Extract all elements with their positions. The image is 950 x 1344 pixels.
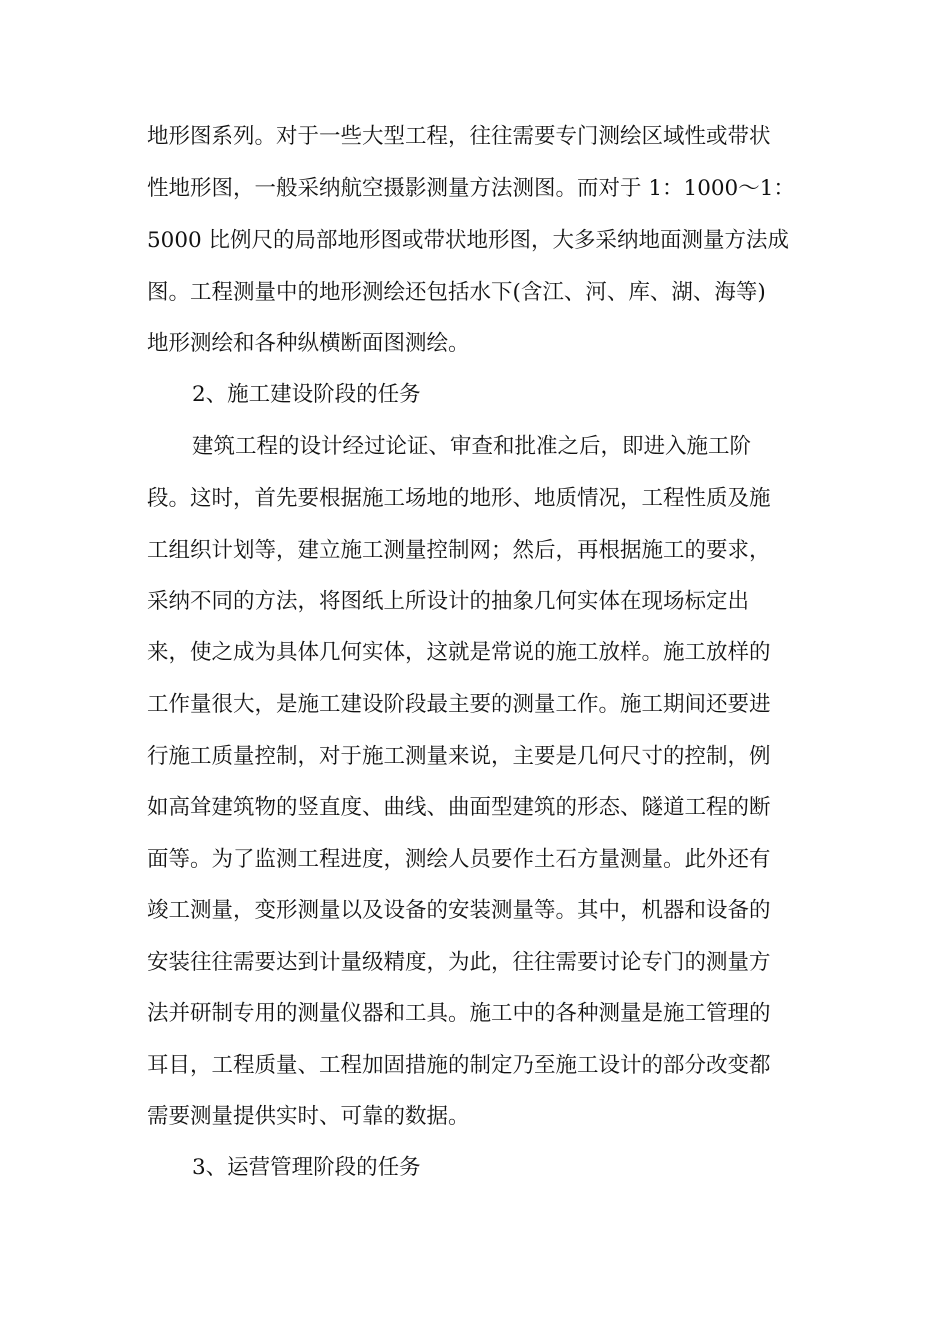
text-line: 面等。为了监测工程进度，测绘人员要作土石方量测量。此外还有 — [147, 847, 771, 872]
text-line: 5000 比例尺的局部地形图或带状地形图，大多采纳地面测量方法成 — [147, 228, 790, 253]
text-line: 建筑工程的设计经过论证、审查和批准之后，即进入施工阶 — [192, 434, 752, 459]
text-line: 采纳不同的方法，将图纸上所设计的抽象几何实体在现场标定出 — [147, 589, 750, 614]
text-line: 工组织计划等，建立施工测量控制网；然后，再根据施工的要求， — [147, 538, 771, 563]
text-line: 需要测量提供实时、可靠的数据。 — [147, 1104, 470, 1129]
text-line: 地形测绘和各种纵横断面图测绘。 — [147, 331, 470, 356]
text-line: 工作量很大，是施工建设阶段最主要的测量工作。施工期间还要进 — [147, 692, 771, 717]
section-heading: 3、运营管理阶段的任务 — [192, 1155, 421, 1180]
text-line: 如高耸建筑物的竖直度、曲线、曲面型建筑的形态、隧道工程的断 — [147, 795, 771, 820]
text-line: 法并研制专用的测量仪器和工具。施工中的各种测量是施工管理的 — [147, 1001, 771, 1026]
text-line: 竣工测量，变形测量以及设备的安装测量等。其中，机器和设备的 — [147, 898, 771, 923]
section-heading: 2、施工建设阶段的任务 — [192, 382, 421, 407]
text-line: 性地形图，一般采纳航空摄影测量方法测图。而对于 1：1000～1： — [147, 176, 795, 201]
text-line: 行施工质量控制，对于施工测量来说，主要是几何尺寸的控制，例 — [147, 744, 771, 769]
text-line: 图。工程测量中的地形测绘还包括水下(含江、河、库、湖、海等) — [147, 280, 766, 305]
text-line: 安装往往需要达到计量级精度，为此，往往需要讨论专门的测量方 — [147, 950, 771, 975]
text-line: 段。这时，首先要根据施工场地的地形、地质情况，工程性质及施 — [147, 486, 771, 511]
text-line: 地形图系列。对于一些大型工程，往往需要专门测绘区域性或带状 — [147, 124, 771, 149]
text-line: 耳目，工程质量、工程加固措施的制定乃至施工设计的部分改变都 — [147, 1053, 771, 1078]
text-line: 来，使之成为具体几何实体，这就是常说的施工放样。施工放样的 — [147, 640, 771, 665]
